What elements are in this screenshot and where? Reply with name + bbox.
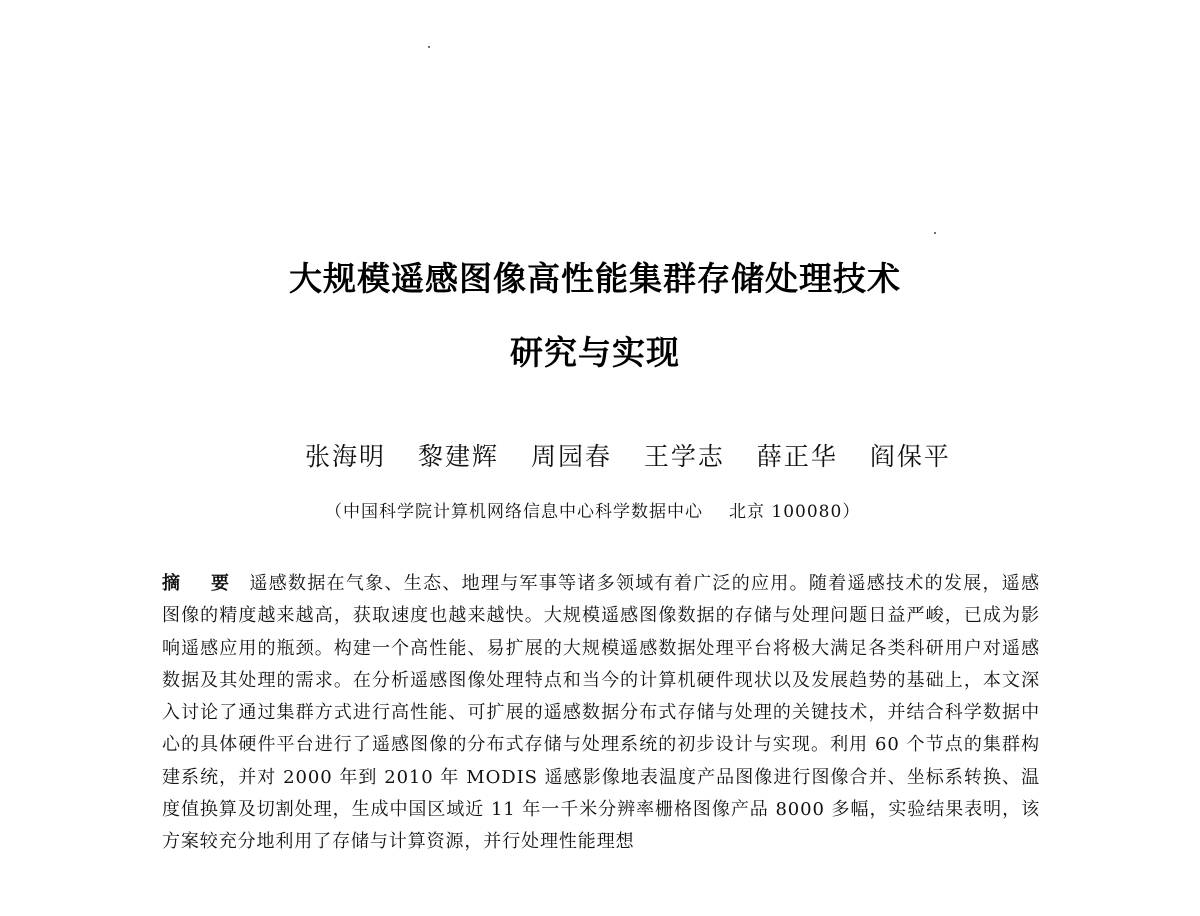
abstract-label: 摘 要 — [162, 573, 242, 594]
scan-speck — [428, 46, 430, 48]
scan-speck — [934, 232, 936, 234]
affiliation-institution: 中国科学院计算机网络信息中心科学数据中心 — [343, 502, 703, 522]
affiliation-open-paren: （ — [325, 502, 343, 522]
paper-title-line-1: 大规模遥感图像高性能集群存储处理技术 — [289, 259, 901, 298]
author-name: 薛正华 — [756, 442, 838, 471]
abstract-text: 遥感数据在气象、生态、地理与军事等诸多领域有着广泛的应用。随着遥感技术的发展，遥感图像的精度越来越高，获取速度也越来越快。大规模遥感图像数据的存储与处理问题日益严峻，已成为影响遥感应用的瓶颈。构建一个高性能、易扩展的大规模遥感数据处理平台将极大满足各类科研用户对遥感数据及其处理的需求。在分析遥感图像处理特点和当今的计算机硬件现状以及发展趋势的基础上，本文深入讨论了通过集群方式进行高性能、可扩展的遥感数据分布式存储与处理的关键技术，并结合科学数据中心的具体硬件平台进行了遥感图像的分布式存储与处理系统的初步设计与实现。利用 60 个节点的集群构建系统，并对 2000 年到 2010 年 MODIS 遥感影像地表温度产品图像进行图像合并、坐标系转换、温度值换算及切割处理，生成中国区域近 11 年一千米分辨率栅格图像产品 8000 多幅，实验结果表明，该方案较充分地利用了存储与计算资源，并行处理性能理想 — [162, 573, 1040, 853]
author-affiliation — [325, 497, 925, 522]
abstract-paragraph — [162, 568, 1040, 859]
author-name: 阎保平 — [869, 442, 951, 471]
author-list — [305, 437, 951, 473]
paper-title-line-2: 研究与实现 — [510, 333, 680, 372]
author-name: 黎建辉 — [417, 442, 499, 471]
author-name: 周园春 — [530, 442, 612, 471]
affiliation-close-paren: ） — [842, 502, 861, 522]
affiliation-city-postcode: 北京 100080 — [729, 502, 843, 522]
author-name: 王学志 — [643, 442, 725, 471]
author-name: 张海明 — [305, 442, 387, 471]
